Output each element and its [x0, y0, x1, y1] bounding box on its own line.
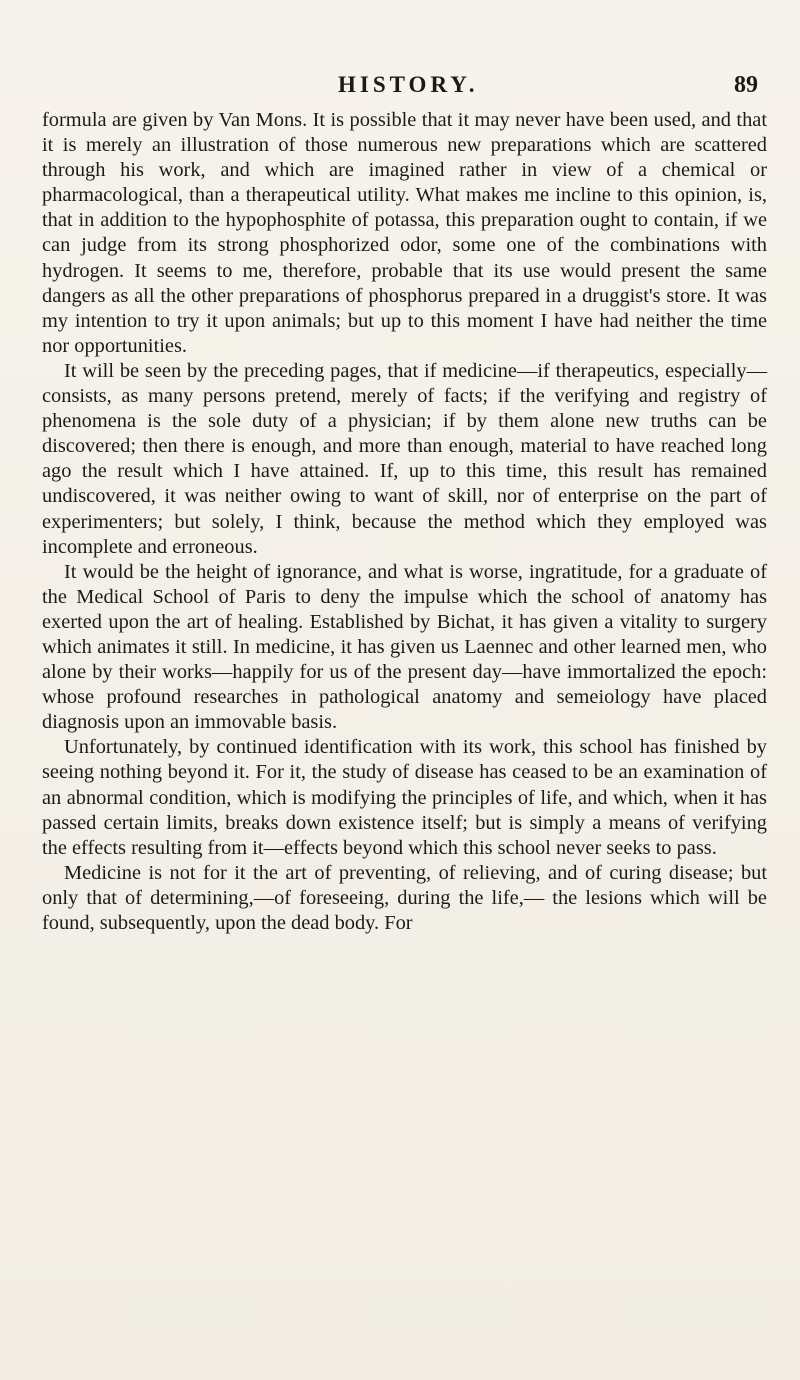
running-title: HISTORY.	[338, 72, 479, 97]
paragraph-2: It will be seen by the preceding pages, that if medicine—if therapeutics, especially—consists, as many persons pretend, merely of facts; if the verifying and registry of phenomena is the sole duty of a physician; if by them alone new truths can be discovered; then there is enough, and more than enough, material to have reached long ago the result which I have attained. If, up to this time, this result has remained undiscovered, it was neither owing to want of skill, nor of enterprise on the part of experimenters; but solely, I think, because the method which they employed was incomplete and erroneous.	[42, 359, 767, 558]
paragraph-4: Unfortunately, by continued identification with its work, this school has finished by seeing nothing beyond it. For it, the study of disease has ceased to be an examination of an abnormal condition, which is modifying the principles of life, and which, when it has passed certain limits, breaks down existence itself; but is simply a means of verifying the effects resulting from it—effects beyond which this school never seeks to pass.	[42, 736, 767, 859]
paragraph-5: Medicine is not for it the art of preventing, of relieving, and of curing disease; but only that of determining,—of foreseeing, during the life,— the lesions which will be found, subsequently, upon the dead body. For	[42, 861, 767, 934]
paragraph-1: formula are given by Van Mons. It is possible that it may never have been used, and that it is merely an illustration of those numerous new preparations which are scattered through his work, and which are imagined rather in view of a chemical or pharmacological, than a therapeutical utility. What makes me incline to this opinion, is, that in addition to the hypophosphite of potassa, this preparation ought to contain, if we can judge from its strong phosphorized odor, some one of the combinations with hydrogen. It seems to me, therefore, probable that its use would present the same dangers as all the other preparations of phosphorus prepared in a druggist's store. It was my intention to try it upon animals; but up to this moment I have had neither the time nor opportunities.	[42, 109, 767, 357]
running-head	[0, 72, 800, 104]
page-number: 89	[734, 72, 758, 98]
body-text	[42, 108, 767, 936]
paragraph-3: It would be the height of ignorance, and what is worse, ingratitude, for a graduate of the Medical School of Paris to deny the impulse which the school of anatomy has exerted upon the art of healing. Established by Bichat, it has given a vitality to surgery which animates it still. In medicine, it has given us Laennec and other learned men, who alone by their works—happily for us of the present day—have immortalized the epoch: whose profound researches in pathological anatomy and semeiology have placed diagnosis upon an immovable basis.	[42, 560, 767, 734]
